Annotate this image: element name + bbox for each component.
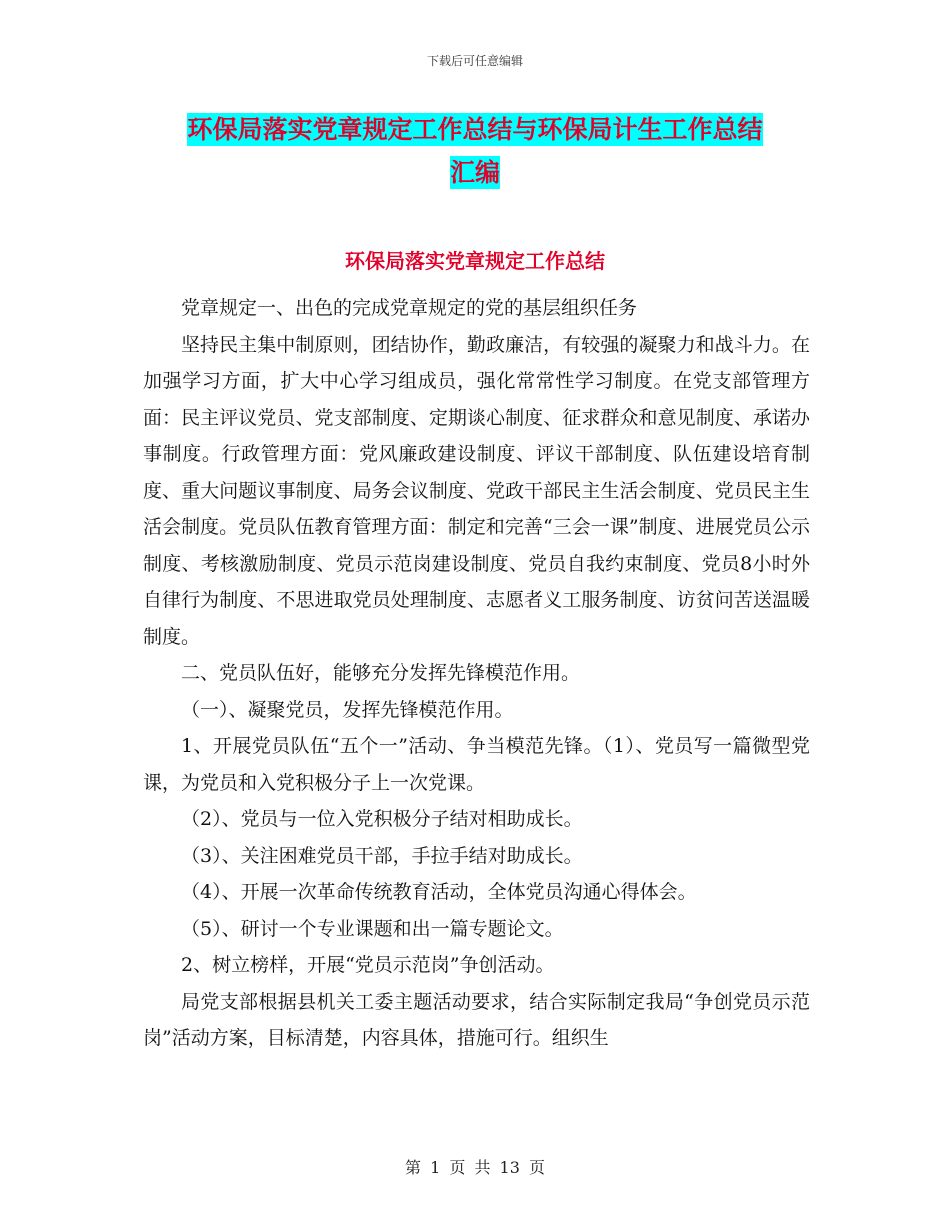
- paragraph: （5）、研讨一个专业课题和出一篇专题论文。: [181, 917, 564, 940]
- paragraph: （3）、关注困难党员干部，手拉手结对助成长。: [181, 844, 583, 867]
- paragraph: （一）、凝聚党员，发挥先锋模范作用。: [181, 698, 514, 721]
- paragraph: （4）、开展一次革命传统教育活动，全体党员沟通心得体会。: [181, 881, 697, 903]
- paragraph: 党章规定一、出色的完成党章规定的党的基层组织任务: [181, 297, 638, 319]
- section-title: 环保局落实党章规定工作总结: [345, 249, 605, 273]
- paragraph: 1、开展党员队伍“五个一”活动、争当模范先锋。（1）、党员写一篇微型党课，为党员和入党积极分子上一次党课。: [143, 735, 810, 794]
- page-header-note: 下载后可任意编辑: [426, 54, 523, 68]
- paragraph: 二、党员队伍好，能够充分发挥先锋模范作用。: [181, 662, 581, 684]
- main-title-line-2: 汇编: [449, 158, 500, 187]
- paragraph: （2）、党员与一位入党积极分子结对相助成长。: [181, 808, 583, 830]
- document-body: [143, 290, 810, 1057]
- main-title-line-1: 环保局落实党章规定工作总结与环保局计生工作总结: [187, 115, 763, 144]
- paragraph: 坚持民主集中制原则，团结协作，勤政廉洁，有较强的凝聚力和战斗力。在加强学习方面，扩大中心学习组成员，强化常常性学习制度。在党支部管理方面：民主评议党员、党支部制度、定期谈心制度、征求群众和意见制度、承诺办事制度。行政管理方面：党风廉政建设制度、评议干部制度、队伍建设培育制度、重大问题议事制度、局务会议制度、党政干部民主生活会制度、党员民主生活会制度。党员队伍教育管理方面：制定和完善“三会一课”制度、进展党员公示制度、考核激励制度、党员示范岗建设制度、党员自我约束制度、党员8小时外自律行为制度、不思进取党员处理制度、志愿者义工服务制度、访贫问苦送温暖制度。: [143, 333, 810, 648]
- page-number: 第 1 页 共 13 页: [405, 1158, 545, 1177]
- paragraph: 2、树立榜样，开展“党员示范岗”争创活动。: [181, 954, 555, 976]
- paragraph: 局党支部根据县机关工委主题活动要求，结合实际制定我局“争创党员示范岗”活动方案，目标清楚，内容具体，措施可行。组织生: [143, 990, 810, 1049]
- document-main-title: [140, 108, 810, 194]
